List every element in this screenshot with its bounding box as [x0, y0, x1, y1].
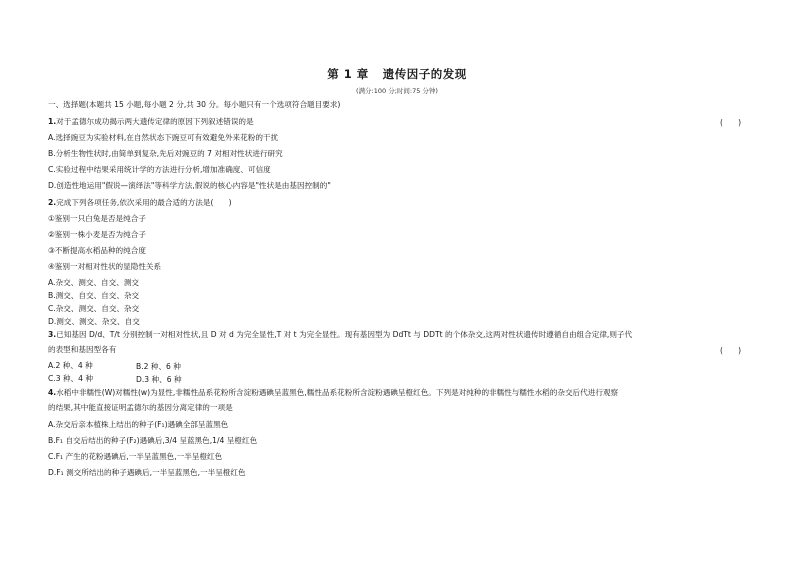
- chapter-title: [0, 66, 794, 82]
- chapter-name: 遗传因子的发现: [382, 67, 467, 81]
- question-4-text: 水稻中非糯性(W)对糯性(w)为显性,非糯性品系花粉所含淀粉遇碘呈蓝黑色,糯性品系花粉所含淀粉遇碘呈橙红色。下列是对纯种的非糯性与糯性水稻的杂交后代进行观察: [56, 388, 619, 397]
- question-1-option-c: C.实验过程中结果采用统计学的方法进行分析,增加准确度、可信度: [48, 165, 271, 174]
- question-2-item-3: ③不断提高水稻品种的纯合度: [48, 246, 146, 255]
- question-4-stem-line-2: 的结果,其中能直接证明孟德尔的基因分离定律的一项是: [48, 403, 233, 412]
- question-3-stem-line-1: [48, 330, 632, 340]
- question-3-answer-box: ( ): [720, 346, 742, 355]
- question-2-option-d: D.测交、测交、杂交、自交: [48, 317, 140, 326]
- question-4-option-d: D.F₁ 测交所结出的种子遇碘后,一半呈蓝黑色,一半呈橙红色: [48, 468, 246, 477]
- question-4-stem-line-1: [48, 388, 618, 398]
- question-3-option-b: B.2 种、6 种: [136, 362, 181, 371]
- question-2-option-a: A.杂交、测交、自交、测交: [48, 278, 140, 287]
- exam-meta: (满分:100 分;时间:75 分钟): [356, 87, 438, 95]
- question-1-option-d: D.创造性地运用"假说—演绎法"等科学方法,假说的核心内容是"性状是由基因控制的": [48, 181, 331, 190]
- question-4-number: 4.: [48, 388, 57, 397]
- question-2-item-2: ②鉴别一株小麦是否为纯合子: [48, 230, 146, 239]
- question-1-option-b: B.分析生物性状时,由简单到复杂,先后对豌豆的 7 对相对性状进行研究: [48, 149, 283, 158]
- question-4-option-c: C.F₁ 产生的花粉遇碘后,一半呈蓝黑色,一半呈橙红色: [48, 452, 223, 461]
- question-2-option-b: B.测交、自交、自交、杂交: [48, 291, 140, 300]
- question-1-text: 对于孟德尔成功揭示两大遗传定律的原因下列叙述错误的是: [56, 117, 254, 126]
- question-3-option-c: C.3 种、4 种: [48, 374, 93, 383]
- question-1-answer-box: ( ): [720, 118, 742, 127]
- question-3-option-d: D.3 种、6 种: [136, 375, 182, 384]
- question-3-option-a: A.2 种、4 种: [48, 361, 93, 370]
- question-3-text: 已知基因 D/d、T/t 分别控制一对相对性状,且 D 对 d 为完全显性,T 对 t 为完全显性。现有基因型为 DdTt 与 DDTt 的个体杂交,这两对性状遗传时遵循自由组合定律,则子代: [56, 330, 633, 339]
- section-heading: 一、选择题(本题共 15 小题,每小题 2 分,共 30 分。每小题只有一个选项符合题目要求): [48, 100, 341, 109]
- question-2-item-4: ④鉴别一对相对性状的显隐性关系: [48, 262, 162, 271]
- question-2-number: 2.: [48, 198, 57, 207]
- question-1-number: 1.: [48, 117, 57, 126]
- question-2-text: 完成下列各项任务,依次采用的最合适的方法是( ): [56, 198, 232, 207]
- question-1-option-a: A.选择豌豆为实验材料,在自然状态下豌豆可有效避免外来花粉的干扰: [48, 133, 279, 142]
- question-4-option-b: B.F₁ 自交后结出的种子(F₂)遇碘后,3/4 呈蓝黑色,1/4 呈橙红色: [48, 436, 258, 445]
- question-3-number: 3.: [48, 330, 57, 339]
- question-2-stem: [48, 198, 232, 208]
- question-2-item-1: ①鉴别一只白兔是否是纯合子: [48, 214, 146, 223]
- question-1-stem: [48, 117, 254, 127]
- question-4-option-a: A.杂交后亲本植株上结出的种子(F₁)遇碘全部呈蓝黑色: [48, 420, 229, 429]
- chapter-number: 第 1 章: [327, 67, 369, 81]
- question-2-option-c: C.杂交、测交、自交、杂交: [48, 304, 140, 313]
- question-3-stem-line-2: 的表型和基因型各有: [48, 345, 117, 354]
